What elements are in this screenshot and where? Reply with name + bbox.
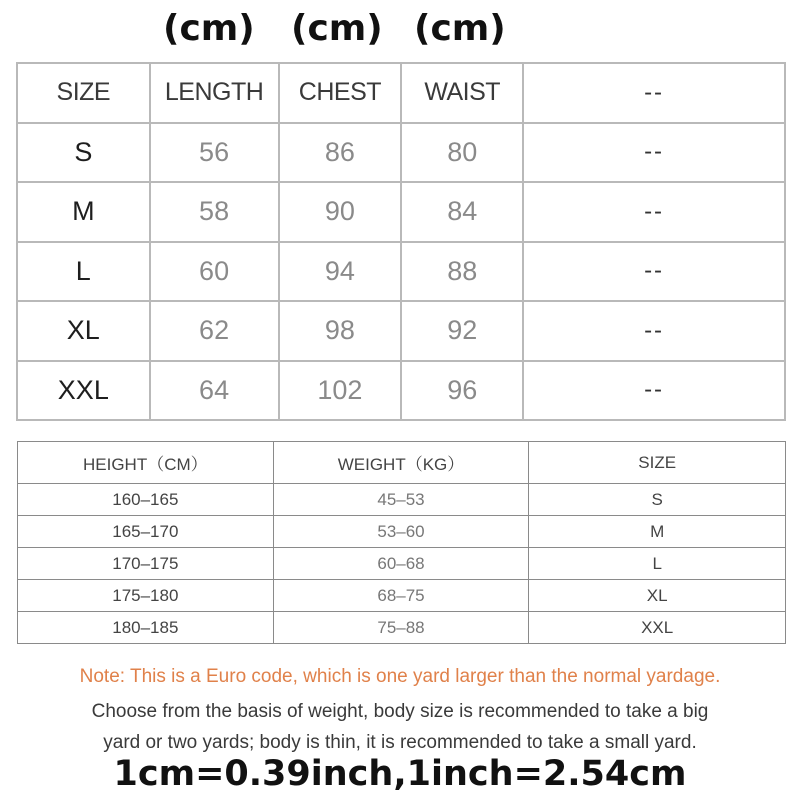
extra-cell: --	[523, 242, 785, 302]
weight-cell: 45–53	[273, 484, 529, 516]
weight-cell: 68–75	[273, 580, 529, 612]
size-cell: XL	[529, 580, 786, 612]
size-cell: XXL	[529, 612, 786, 644]
table-row	[17, 361, 785, 421]
waist-cell: 96	[401, 361, 523, 421]
table-row	[17, 182, 785, 242]
chest-cell: 90	[279, 182, 402, 242]
header-height: HEIGHT（CM）	[18, 442, 274, 484]
fit-guide-table	[17, 441, 786, 644]
header-extra: --	[523, 63, 785, 123]
table-row	[17, 242, 785, 302]
size-advice-line-2: yard or two yards; body is thin, it is recommended to take a small yard.	[103, 732, 697, 753]
height-cell: 175–180	[18, 580, 274, 612]
size-cell: XXL	[17, 361, 150, 421]
fit-guide-header-row	[18, 442, 786, 484]
size-cell: L	[17, 242, 150, 302]
weight-cell: 53–60	[273, 516, 529, 548]
table-row	[18, 484, 786, 516]
euro-code-note: Note: This is a Euro code, which is one yard larger than the normal yardage.	[79, 666, 721, 687]
length-cell: 58	[150, 182, 279, 242]
header-weight: WEIGHT（KG）	[273, 442, 529, 484]
chest-cell: 102	[279, 361, 402, 421]
table-row	[17, 123, 785, 183]
chest-cell: 98	[279, 301, 402, 361]
chest-cell: 94	[279, 242, 402, 302]
table-row	[18, 548, 786, 580]
height-cell: 170–175	[18, 548, 274, 580]
table-row	[18, 516, 786, 548]
chest-cell: 86	[279, 123, 402, 183]
size-cell: L	[529, 548, 786, 580]
size-chart-header-row	[17, 63, 785, 123]
size-cell: XL	[17, 301, 150, 361]
size-cell: S	[17, 123, 150, 183]
waist-cell: 92	[401, 301, 523, 361]
header-waist: WAIST	[401, 63, 523, 123]
weight-cell: 75–88	[273, 612, 529, 644]
length-cell: 64	[150, 361, 279, 421]
header-size: SIZE	[17, 63, 150, 123]
length-cell: 62	[150, 301, 279, 361]
waist-cell: 84	[401, 182, 523, 242]
size-chart-table	[16, 62, 786, 421]
table-row	[18, 612, 786, 644]
waist-cell: 88	[401, 242, 523, 302]
length-unit-label: (cm)	[163, 8, 255, 49]
extra-cell: --	[523, 123, 785, 183]
table-row	[17, 301, 785, 361]
size-cell: S	[529, 484, 786, 516]
header-chest: CHEST	[279, 63, 402, 123]
chest-unit-label: (cm)	[291, 8, 383, 49]
height-cell: 165–170	[18, 516, 274, 548]
size-advice-line-1: Choose from the basis of weight, body size is recommended to take a big	[91, 701, 709, 722]
unit-labels	[0, 8, 800, 56]
size-cell: M	[17, 182, 150, 242]
weight-cell: 60–68	[273, 548, 529, 580]
table-row	[18, 580, 786, 612]
extra-cell: --	[523, 182, 785, 242]
header-length: LENGTH	[150, 63, 279, 123]
extra-cell: --	[523, 301, 785, 361]
height-cell: 160–165	[18, 484, 274, 516]
extra-cell: --	[523, 361, 785, 421]
size-cell: M	[529, 516, 786, 548]
length-cell: 60	[150, 242, 279, 302]
header-size: SIZE	[529, 442, 786, 484]
length-cell: 56	[150, 123, 279, 183]
unit-conversion: 1cm=0.39inch,1inch=2.54cm	[113, 754, 687, 794]
height-cell: 180–185	[18, 612, 274, 644]
waist-unit-label: (cm)	[414, 8, 506, 49]
waist-cell: 80	[401, 123, 523, 183]
